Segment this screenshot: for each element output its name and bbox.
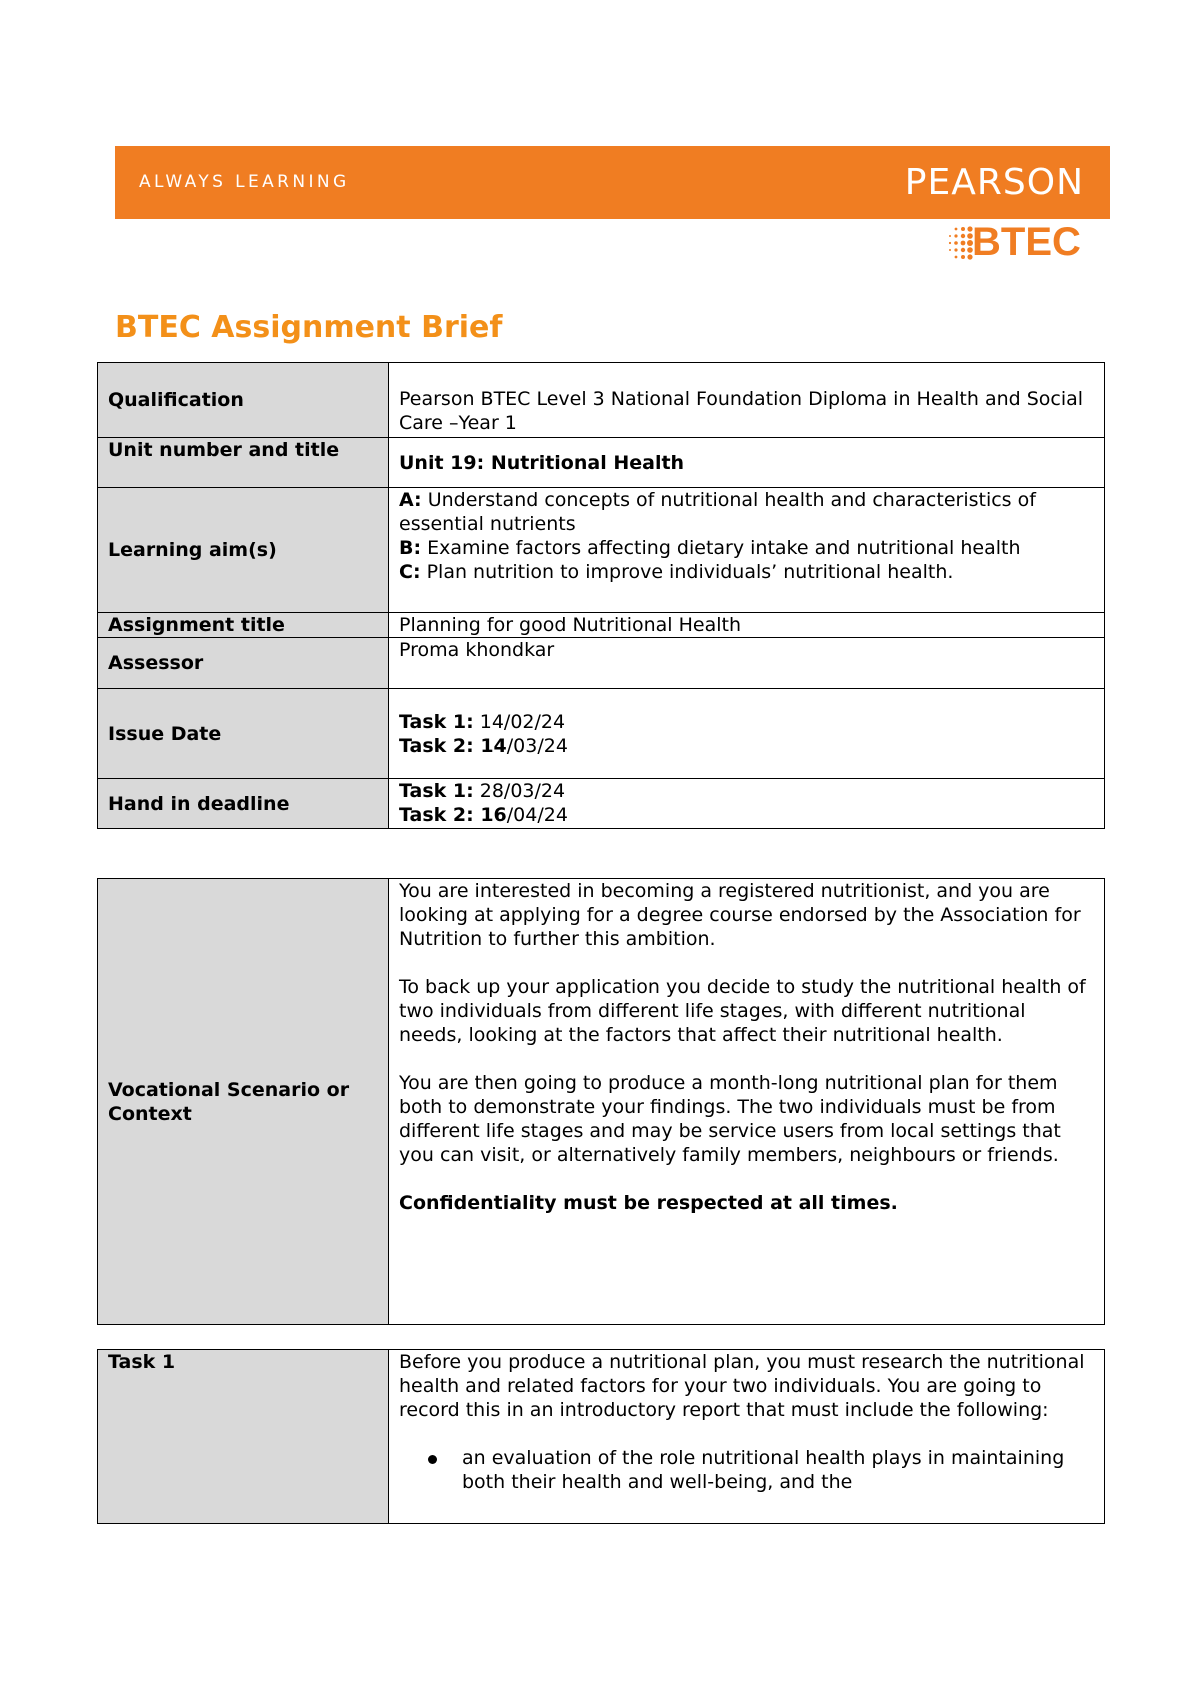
scenario-content (389, 879, 1105, 1325)
deadline-label: Hand in deadline (98, 779, 389, 829)
issue-task1: Task 1: 14/02/24 (399, 710, 566, 733)
assessor-value: Proma khondkar (389, 638, 1105, 689)
qualification-value: Pearson BTEC Level 3 National Foundation Diploma in Health and Social Care –Year 1 (389, 363, 1105, 438)
details-table (97, 362, 1105, 829)
unit-label: Unit number and title (98, 438, 389, 488)
pearson-logo: PEARSON (904, 162, 1084, 203)
aim-a: A: Understand concepts of nutritional health and characteristics of essential nutrients (399, 489, 1036, 535)
aims-value (389, 488, 1105, 613)
assignment-title-value: Planning for good Nutritional Health (389, 613, 1105, 638)
btec-logo (948, 220, 1118, 266)
scenario-paragraph: You are then going to produce a month-long nutritional plan for them both to demonstrate your findings. The two individuals must be from different life stages and may be service users from local settings that you can visit, or alternatively family members, neighbours or friends. (399, 1072, 1061, 1166)
aim-c: C: Plan nutrition to improve individuals’ nutritional health. (399, 561, 954, 583)
assignment-title-label: Assignment title (98, 613, 389, 638)
page-title: BTEC Assignment Brief (115, 310, 503, 345)
task1-table (97, 1349, 1105, 1524)
bullet-icon (428, 1455, 437, 1464)
qualification-label: Qualification (98, 363, 389, 438)
issue-date-value (389, 689, 1105, 779)
tagline: ALWAYS LEARNING (139, 172, 350, 192)
aim-b: B: Examine factors affecting dietary intake and nutritional health (399, 537, 1021, 559)
task1-intro: Before you produce a nutritional plan, you must research the nutritional health and related factors for your two individuals. You are going to record this in an introductory report that must include the following: (399, 1351, 1085, 1421)
unit-value: Unit 19: Nutritional Health (389, 438, 1105, 488)
list-item: an evaluation of the role nutritional health plays in maintaining both their health and well-being, and the (462, 1446, 1094, 1494)
btec-wordmark: BTEC (972, 220, 1081, 264)
issue-task2: Task 2: 14/03/24 (399, 734, 568, 757)
confidentiality-note: Confidentiality must be respected at all times. (399, 1192, 898, 1214)
header-banner (115, 146, 1110, 219)
issue-date-label: Issue Date (98, 689, 389, 779)
task1-label: Task 1 (98, 1350, 389, 1524)
scenario-label: Vocational Scenario or Context (98, 879, 389, 1325)
scenario-paragraph: You are interested in becoming a registered nutritionist, and you are looking at applying for a degree course endorsed by the Association for Nutrition to further this ambition. (399, 880, 1081, 950)
deadline-value (389, 779, 1105, 829)
scenario-table (97, 878, 1105, 1325)
assessor-label: Assessor (98, 638, 389, 689)
aims-label: Learning aim(s) (98, 488, 389, 613)
task1-list (399, 1446, 1094, 1494)
scenario-paragraph: To back up your application you decide to study the nutritional health of two individuals from different life stages, with different nutritional needs, looking at the factors that affect their nutritional health. (399, 976, 1086, 1046)
deadline-task1: Task 1: 28/03/24 (399, 780, 566, 802)
task1-content (389, 1350, 1105, 1524)
deadline-task2: Task 2: 16/04/24 (399, 804, 568, 826)
